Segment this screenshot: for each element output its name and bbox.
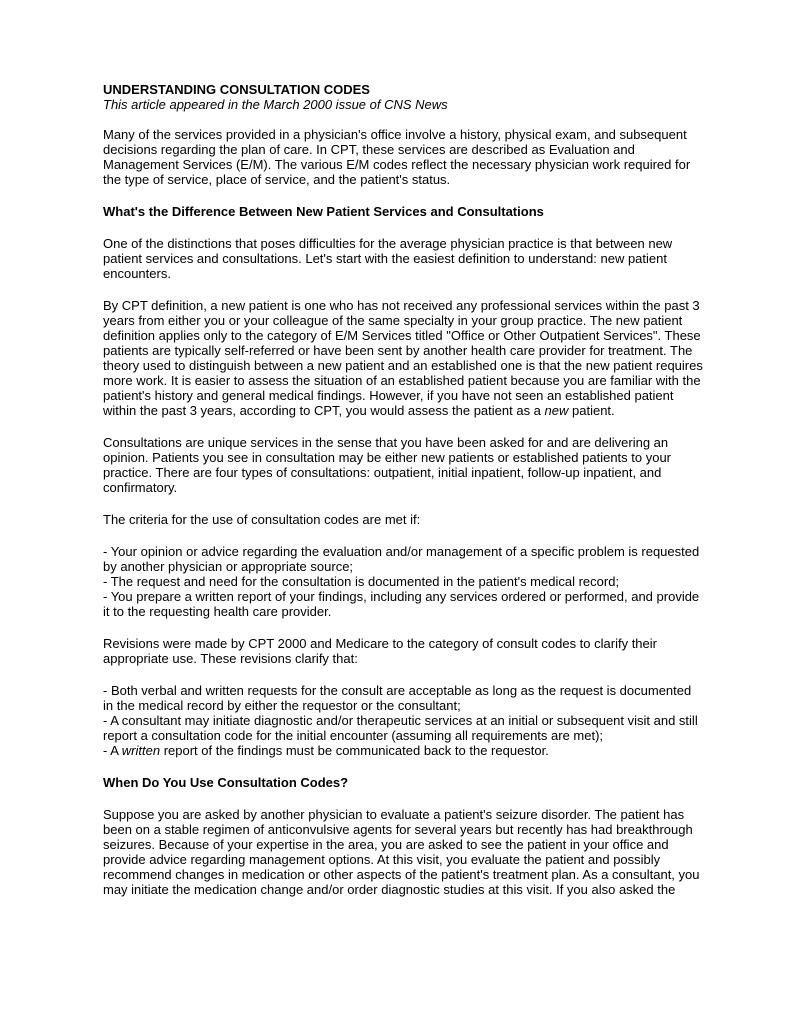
paragraph-revisions-intro: Revisions were made by CPT 2000 and Medicare to the category of consult codes to clarify their appropriate use. These revisions clarify that:: [103, 636, 657, 666]
revisions-list: [103, 683, 703, 758]
paragraph-distinctions: One of the distinctions that poses difficulties for the average physician practice is that between new patient services and consultations. Let's start with the easiest definition to understand: new patient encounters.: [103, 236, 673, 281]
section-heading-when-to-use: When Do You Use Consultation Codes?: [103, 775, 349, 790]
list-item: - Your opinion or advice regarding the evaluation and/or management of a specific problem is requested by another physician or appropriate source;: [103, 544, 700, 574]
intro-paragraph: Many of the services provided in a physician's office involve a history, physical exam, and subsequent decisions regarding the plan of care. In CPT, these services are described as Evaluation and Management Services (E/M). The various E/M codes reflect the necessary physician work required for the type of service, place of service, and the patient's status.: [103, 127, 691, 187]
paragraph-new-patient-definition: [103, 298, 703, 418]
criteria-list: [103, 544, 703, 619]
text-run: patient.: [568, 403, 615, 418]
paragraph-criteria-intro: The criteria for the use of consultation codes are met if:: [103, 512, 421, 527]
emphasis-written: written: [121, 743, 161, 758]
list-item: - Both verbal and written requests for the consult are acceptable as long as the request is documented in the medical record by either the requestor or the consultant;: [103, 683, 692, 713]
text-run: - A: [103, 743, 122, 758]
emphasis-new: new: [544, 403, 569, 418]
section-heading-new-patient-vs-consult: What's the Difference Between New Patient Services and Consultations: [103, 204, 544, 219]
list-item: - You prepare a written report of your findings, including any services ordered or performed, and provide it to the requesting health care provider.: [103, 589, 700, 619]
text-run: report of the findings must be communicated back to the requestor.: [160, 743, 549, 758]
document-page: [103, 82, 703, 914]
list-item: - A consultant may initiate diagnostic and/or therapeutic services at an initial or subsequent visit and still report a consultation code for the initial encounter (assuming all requirements are met);: [103, 713, 698, 743]
text-run: By CPT definition, a new patient is one who has not received any professional services within the past 3 years from either you or your colleague of the same specialty in your group practice. The new patient definition applies only to the category of E/M Services titled "Office or Other Outpatient Services". These patients are typically self-referred or have been sent by another health care provider for treatment. The theory used to distinguish between a new patient and an established one is that the new patient requires more work. It is easier to assess the situation of an established patient because you are familiar with the patient's history and general medical findings. However, if you have not seen an established patient within the past 3 years, according to CPT, you would assess the patient as a: [103, 298, 703, 418]
list-item: [103, 743, 703, 758]
list-item: - The request and need for the consultation is documented in the patient's medical record;: [103, 574, 620, 589]
paragraph-seizure-example: Suppose you are asked by another physician to evaluate a patient's seizure disorder. The patient has been on a stable regimen of anticonvulsive agents for several years but recently has had breakthrough seizures. Because of your expertise in the area, you are asked to see the patient in your office and provide advice regarding management options. At this visit, you evaluate the patient and possibly recommend changes in medication or other aspects of the patient's treatment plan. As a consultant, you may initiate the medication change and/or order diagnostic studies at this visit. If you also asked the: [103, 807, 700, 897]
paragraph-consultations: Consultations are unique services in the sense that you have been asked for and are delivering an opinion. Patients you see in consultation may be either new patients or established patients to your practice. There are four types of consultations: outpatient, initial inpatient, follow-up inpatient, and confirmatory.: [103, 435, 672, 495]
article-title: UNDERSTANDING CONSULTATION CODES: [103, 82, 370, 97]
article-subtitle: This article appeared in the March 2000 issue of CNS News: [103, 97, 448, 112]
